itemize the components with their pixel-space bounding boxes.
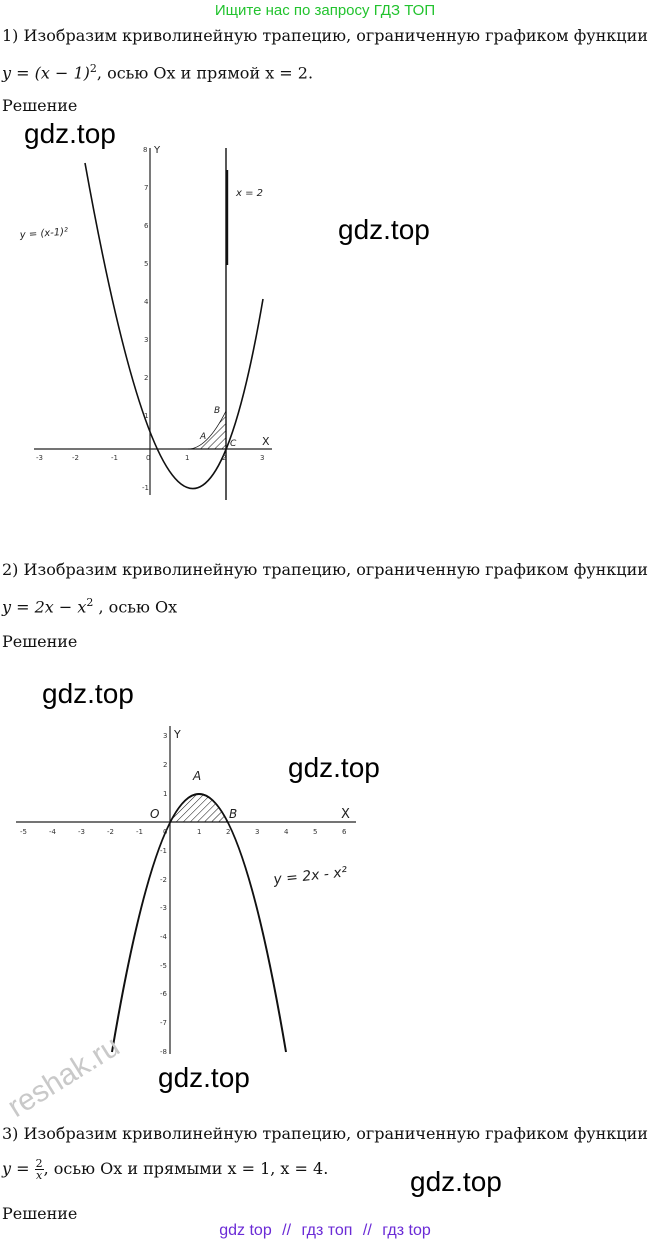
footer-separator: // bbox=[362, 1222, 372, 1239]
task1-line-label: x = 2 bbox=[236, 188, 264, 199]
y-tick: 3 bbox=[163, 732, 168, 740]
task1-formula bbox=[2, 62, 313, 82]
task2-y-ticks bbox=[160, 732, 168, 1056]
x-tick: 0 bbox=[146, 454, 151, 462]
x-tick: -3 bbox=[78, 828, 85, 836]
task2-formula-lhs: y = 2x − x bbox=[2, 597, 87, 617]
x-tick: 2 bbox=[222, 454, 227, 462]
task3-formula-lhs: y = bbox=[2, 1159, 35, 1178]
y-tick: -6 bbox=[160, 990, 167, 998]
task1-solution-label: Решение bbox=[2, 96, 78, 115]
task2-y-label: Y bbox=[174, 728, 181, 741]
y-tick: 1 bbox=[144, 412, 149, 420]
task1-formula-rest: , осью Ox и прямой x = 2. bbox=[96, 63, 314, 83]
x-tick: -4 bbox=[49, 828, 56, 836]
task2-curve-label: y = 2x - x² bbox=[272, 864, 348, 888]
y-tick: -2 bbox=[160, 876, 167, 884]
x-tick: 1 bbox=[185, 454, 190, 462]
task2-solution-label: Решение bbox=[2, 632, 78, 651]
task1-x-ticks bbox=[36, 454, 264, 462]
watermark-gdz: gdz.top bbox=[288, 752, 380, 783]
task1-formula-lhs: y = (x − 1) bbox=[2, 63, 90, 83]
y-tick: -1 bbox=[160, 847, 167, 855]
task1-formula-exp: 2 bbox=[89, 62, 97, 75]
y-tick: 7 bbox=[144, 184, 149, 192]
y-tick: 2 bbox=[163, 761, 168, 769]
task1-point-c: C bbox=[230, 439, 237, 449]
task1-x-label: X bbox=[262, 435, 270, 448]
task2-point-o: O bbox=[150, 807, 160, 821]
task2-x-label: X bbox=[341, 807, 350, 822]
y-tick: 8 bbox=[143, 146, 148, 154]
x-tick: 3 bbox=[255, 828, 260, 836]
task3-formula-rest: , осью Ox и прямыми x = 1, x = 4. bbox=[43, 1159, 329, 1178]
x-tick: 1 bbox=[197, 828, 202, 836]
x-tick: 6 bbox=[342, 828, 347, 836]
footer-link-gdz-top-ru[interactable]: гдз топ bbox=[301, 1222, 353, 1239]
y-tick: -4 bbox=[160, 933, 167, 941]
x-tick: -2 bbox=[72, 454, 79, 462]
task1-y-label: Y bbox=[154, 145, 161, 156]
y-tick: -1 bbox=[142, 484, 149, 492]
x-tick: -3 bbox=[36, 454, 43, 462]
x-tick: -1 bbox=[136, 828, 143, 836]
y-tick: 3 bbox=[144, 336, 149, 344]
task1-statement: 1) Изобразим криволинейную трапецию, ограниченную графиком функции bbox=[2, 26, 648, 45]
watermark-gdz: gdz.top bbox=[42, 678, 134, 709]
task2-formula-exp: 2 bbox=[86, 596, 94, 609]
watermark-gdz: gdz.top bbox=[24, 118, 116, 149]
task1-point-b: B bbox=[214, 406, 221, 416]
watermark-gdz: gdz.top bbox=[410, 1166, 502, 1197]
y-tick: -5 bbox=[160, 962, 167, 970]
task3-fraction bbox=[35, 1158, 44, 1181]
search-banner: Ищите нас по запросу ГДЗ ТОП bbox=[214, 2, 436, 19]
task3-formula bbox=[2, 1158, 328, 1181]
y-tick: -8 bbox=[160, 1048, 167, 1056]
watermark-gdz: gdz.top bbox=[338, 214, 430, 245]
x-tick: 5 bbox=[313, 828, 318, 836]
x-tick: -2 bbox=[107, 828, 114, 836]
y-tick: 6 bbox=[144, 222, 149, 230]
reshak-stamp: reshak.ru bbox=[2, 1029, 126, 1124]
task2-formula bbox=[2, 596, 177, 616]
footer-link-gdz-top-mixed[interactable]: гдз top bbox=[382, 1222, 431, 1239]
x-tick: 2 bbox=[226, 828, 231, 836]
footer-links bbox=[0, 1222, 650, 1240]
task1-graph bbox=[0, 140, 300, 510]
task1-point-a: A bbox=[200, 432, 207, 442]
task2-graph bbox=[0, 722, 370, 1062]
y-tick: -3 bbox=[160, 904, 167, 912]
x-tick: 4 bbox=[284, 828, 289, 836]
task2-statement: 2) Изобразим криволинейную трапецию, ограниченную графиком функции bbox=[2, 560, 648, 579]
y-tick: 2 bbox=[144, 374, 149, 382]
task3-frac-num: 2 bbox=[35, 1157, 43, 1170]
task1-hatched-area bbox=[188, 411, 226, 449]
watermark-gdz: gdz.top bbox=[158, 1062, 250, 1093]
footer-link-gdz-top[interactable]: gdz top bbox=[219, 1222, 272, 1239]
task2-formula-rest: , осью Ox bbox=[93, 597, 178, 617]
x-tick: 3 bbox=[260, 454, 265, 462]
y-tick: 5 bbox=[144, 260, 149, 268]
task2-point-a: A bbox=[193, 769, 202, 783]
x-tick: 0 bbox=[163, 828, 168, 836]
y-tick: 4 bbox=[144, 298, 149, 306]
task2-x-ticks bbox=[20, 828, 347, 836]
task1-y-ticks bbox=[142, 146, 149, 492]
task2-point-b: B bbox=[229, 807, 238, 821]
x-tick: -1 bbox=[111, 454, 118, 462]
footer-separator: // bbox=[282, 1222, 292, 1239]
y-tick: -7 bbox=[160, 1019, 167, 1027]
x-tick: -5 bbox=[20, 828, 27, 836]
task3-frac-den: x bbox=[36, 1169, 43, 1182]
task1-curve-label: y = (x-1)² bbox=[19, 226, 69, 241]
task1-parabola bbox=[85, 163, 263, 489]
y-tick: 1 bbox=[163, 790, 168, 798]
task3-solution-label: Решение bbox=[2, 1204, 78, 1223]
task3-statement: 3) Изобразим криволинейную трапецию, ограниченную графиком функции bbox=[2, 1124, 648, 1143]
